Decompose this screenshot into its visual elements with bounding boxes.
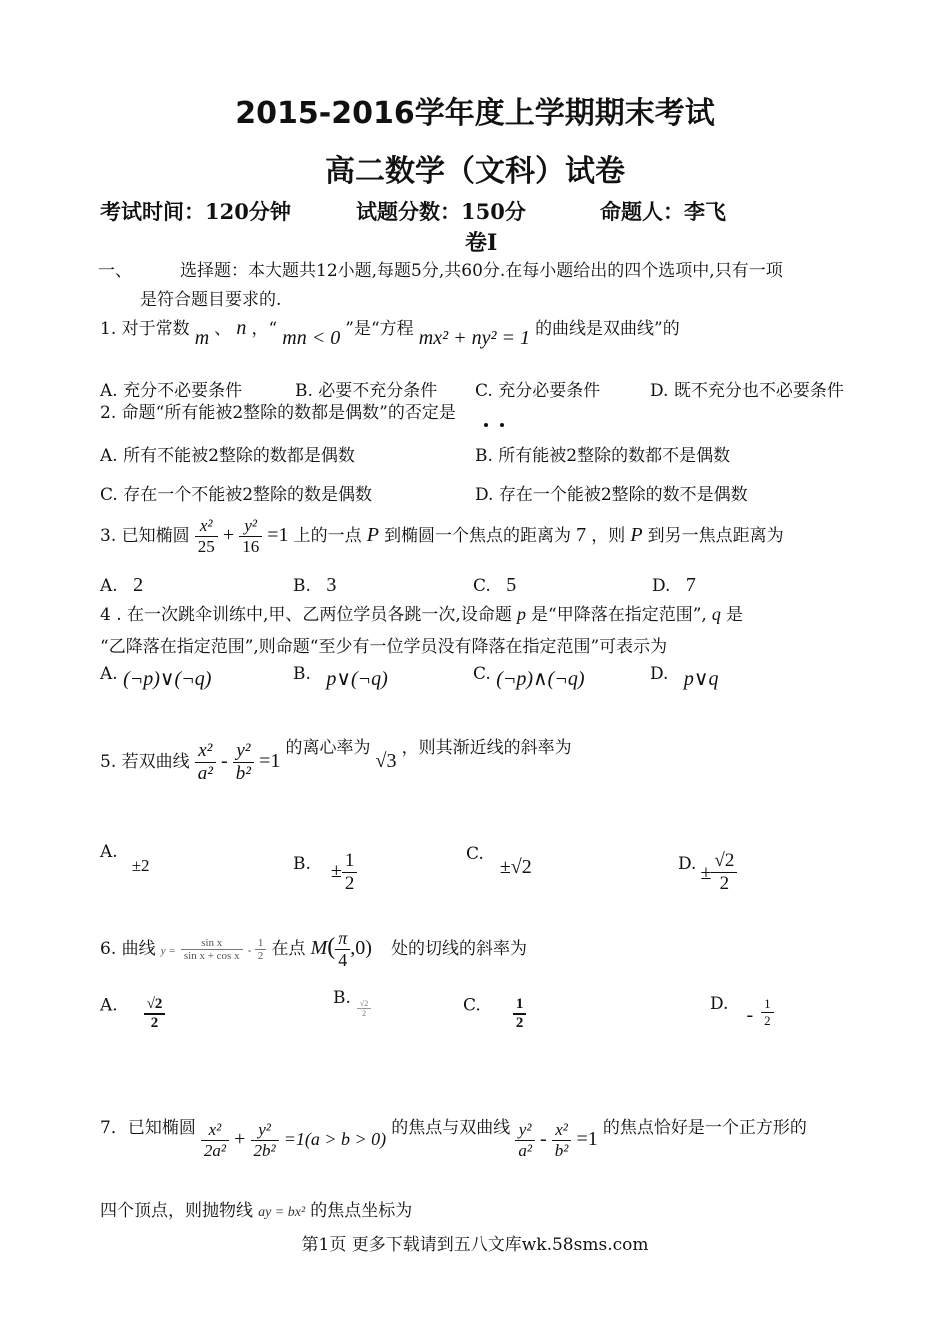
q6-option-b[interactable] [333, 988, 371, 1018]
q3-label-a: A. [100, 576, 118, 596]
q6-a-num: √2 [144, 996, 166, 1015]
q3-eq: =1 [267, 524, 289, 546]
q7-prefix: 7．已知椭圆 [100, 1118, 196, 1138]
q7-e2-num: y² [251, 1120, 279, 1141]
q4-var-p: p [516, 604, 526, 624]
q4-value-d: p∨q [683, 668, 719, 690]
q4-prefix: 4 . 在一次跳伞训练中,甲、乙两位学员各跳一次,设命题 [100, 605, 512, 625]
q7-e1-den: 2a² [203, 1141, 227, 1160]
q5-f1-den: a² [197, 763, 213, 784]
q1-mid: ”是“方程 [345, 319, 414, 339]
q4-suffix: 是 [726, 605, 744, 625]
q3-value-d: 7 [685, 574, 696, 596]
q3-mid3: ，则 [591, 526, 626, 546]
q4-value-c: (¬p)∧(¬q) [496, 668, 585, 690]
q3-option-d[interactable] [652, 574, 696, 597]
q4-label-a: A. [100, 664, 118, 684]
q3-mid: 上的一点 [293, 526, 362, 546]
q1-option-a[interactable]: A. 充分不必要条件 [100, 381, 243, 401]
q6-value-d-sign: - [746, 1004, 754, 1026]
q4-label-b: B. [293, 664, 311, 684]
q6-suffix: 处的切线的斜率为 [391, 939, 528, 959]
q3-fy-num: y² [239, 516, 262, 537]
q6-pt-tail: ,0) [350, 937, 372, 959]
q6-y-eq: y = [160, 945, 176, 957]
q5-f2-num: y² [233, 740, 254, 763]
q4-value-a: (¬p)∨(¬q) [123, 668, 212, 690]
q6-value-b [357, 999, 371, 1018]
q7-condition: =1(a > b > 0) [283, 1129, 387, 1149]
q7-h2-num: x² [552, 1120, 572, 1141]
q1-equation: mx² + ny² = 1 [418, 327, 530, 349]
q3-plus: + [222, 524, 235, 546]
q5-mid: 的离心率为 [285, 738, 371, 758]
q7-e1-num: x² [201, 1120, 229, 1141]
q5-label-d: D. [678, 854, 697, 874]
q4-option-a[interactable] [100, 666, 211, 691]
q5-label-a: A. [100, 842, 118, 862]
q3-option-c[interactable] [473, 574, 516, 597]
q3-fx-num: x² [195, 516, 218, 537]
emphasis-dot [500, 423, 504, 427]
q5-value-c: ±√2 [499, 856, 532, 878]
q4-label-c: C. [473, 664, 491, 684]
q3-label-c: C. [473, 576, 491, 596]
q6-label-c: C. [463, 995, 481, 1016]
q5-label-b: B. [293, 854, 311, 874]
q4-mid: 是“甲降落在指定范围”, [531, 605, 707, 625]
q3-suffix: 到另一焦点距离为 [647, 526, 784, 546]
q1-quote: ，“ [251, 319, 278, 339]
question-7 [100, 1120, 807, 1161]
q5-f1-num: x² [195, 740, 216, 763]
q7-suffix: 的焦点恰好是一个正方形的 [602, 1118, 807, 1138]
q4-option-c[interactable] [473, 666, 585, 691]
q6-pi-fraction [335, 928, 350, 971]
q2-option-c[interactable]: C. 存在一个不能被2整除的数是偶数 [100, 485, 373, 505]
q7-mid: 的焦点与双曲线 [391, 1118, 511, 1138]
q5-value-b [342, 850, 358, 895]
q4-value-b: p∨(¬q) [326, 668, 388, 690]
q3-prefix: 3. 已知椭圆 [100, 526, 190, 546]
question-5 [100, 740, 572, 785]
q5-prefix: 5. 若双曲线 [100, 752, 190, 772]
q6-label-b: B. [333, 988, 351, 1008]
q6-f-den: sin x + cos x [183, 950, 240, 962]
q7-h1-num: y² [515, 1120, 535, 1141]
q6-f-num: sin x [181, 937, 243, 950]
q4-label-d: D. [650, 664, 669, 684]
q7-e2-den: 2b² [253, 1141, 276, 1160]
exam-author: 命题人：李飞 [600, 199, 726, 224]
q3-point-2: P [630, 524, 643, 546]
q4-var-q: q [711, 604, 721, 624]
question-3 [100, 516, 784, 557]
q5-minus: - [221, 750, 228, 772]
q5-label-c: C. [466, 844, 484, 864]
q7-h1-den: a² [518, 1141, 532, 1160]
q6-pt-den: 4 [338, 950, 348, 970]
q7-hyperbola-x [552, 1120, 572, 1161]
q3-value-a: 2 [133, 574, 144, 596]
q5-b-num: 1 [342, 850, 358, 873]
q7-parabola: ay = bx² [258, 1205, 306, 1220]
question-4 [100, 600, 743, 625]
q5-value-b-sign: ± [330, 860, 342, 882]
q5-suffix: ，则其渐近线的斜率为 [401, 738, 572, 758]
q6-label-a: A. [100, 995, 118, 1016]
q5-option-a[interactable] [100, 842, 150, 875]
q6-paren: ( [327, 934, 336, 960]
q7-plus: + [234, 1128, 246, 1150]
q4-line2: “乙降落在指定范围”,则命题“至少有一位学员没有降落在指定范围”可表示为 [100, 637, 668, 657]
question-1 [100, 314, 680, 354]
q2-option-a[interactable]: A. 所有不能被2整除的数都是偶数 [100, 446, 355, 466]
q6-value-c [513, 996, 527, 1032]
q7-minus: - [540, 1128, 547, 1150]
volume-label: 卷Ⅰ [465, 230, 498, 256]
paper-subtitle: 高二数学（文科）试卷 [325, 154, 625, 189]
q3-label-b: B. [293, 576, 311, 596]
q5-option-c[interactable] [466, 842, 532, 878]
q7-ellipse-x [201, 1120, 229, 1161]
q6-minus: - [247, 944, 255, 957]
q2-option-b[interactable]: B. 所有能被2整除的数都不是偶数 [475, 446, 731, 466]
section-instruction-cont: 是符合题目要求的. [140, 290, 282, 310]
q5-value-d [711, 850, 737, 895]
q1-option-c[interactable]: C. 充分必要条件 [475, 381, 601, 401]
q5-eccentricity: √3 [375, 750, 397, 772]
q5-value-d-sign: ± [700, 862, 712, 884]
q6-c-num: 1 [513, 996, 527, 1015]
q1-var-m: m [194, 327, 210, 349]
q4-option-b[interactable] [293, 666, 388, 691]
q6-c-den: 2 [515, 1015, 524, 1031]
q1-suffix: 的曲线是双曲线”的 [535, 319, 680, 339]
q6-prefix: 6. 曲线 [100, 939, 156, 959]
section-instruction: 选择题：本大题共12小题,每题5分,共60分.在每小题给出的四个选项中,只有一项 [180, 261, 783, 281]
q6-option-a[interactable] [100, 988, 165, 1031]
q6-h-num: 1 [255, 937, 267, 950]
q5-fraction-x [195, 740, 216, 785]
q5-option-b[interactable] [293, 842, 357, 894]
q4-option-d[interactable] [650, 666, 718, 691]
q5-eq: =1 [259, 750, 281, 772]
q1-prefix: 1. 对于常数 [100, 319, 190, 339]
q6-b-num: √2 [357, 999, 371, 1009]
q3-point: P [366, 524, 379, 546]
q1-option-d[interactable]: D. 既不充分也不必要条件 [650, 381, 844, 401]
q6-a-den: 2 [150, 1015, 159, 1031]
q7-line2-prefix: 四个顶点，则抛物线 [100, 1201, 253, 1221]
q3-value-c: 5 [506, 574, 517, 596]
q6-fraction-half [255, 937, 267, 962]
q2-stem: 2. 命题“所有能被2整除的数都是偶数”的否定是 [100, 403, 456, 423]
q7-hyperbola-y [515, 1120, 535, 1161]
q6-fraction-main [181, 937, 243, 962]
q6-h-den: 2 [257, 950, 264, 962]
q3-fraction-x [195, 516, 218, 557]
q5-f2-den: b² [235, 763, 251, 784]
q3-distance: 7 [576, 524, 587, 546]
q1-condition: mn < 0 [282, 327, 341, 349]
q6-label-d: D. [710, 994, 729, 1014]
q1-option-b[interactable]: B. 必要不充分条件 [295, 381, 438, 401]
q3-fy-den: 16 [242, 537, 260, 556]
question-6 [100, 928, 527, 971]
q5-d-num: √2 [711, 850, 737, 873]
q3-option-a[interactable] [100, 574, 143, 597]
q7-ellipse-y [251, 1120, 279, 1161]
q6-option-c[interactable] [463, 988, 526, 1031]
q6-point-m: M [310, 937, 328, 959]
q2-option-d[interactable]: D. 存在一个能被2整除的数不是偶数 [475, 485, 748, 505]
q6-d-den: 2 [764, 1013, 771, 1028]
q5-option-d[interactable] [678, 842, 737, 894]
q3-label-d: D. [652, 576, 671, 596]
q5-b-den: 2 [344, 873, 355, 894]
q1-sep: 、 [214, 319, 232, 339]
q5-fraction-y [233, 740, 254, 785]
q7-h2-den: b² [554, 1141, 569, 1160]
q6-option-d[interactable] [710, 988, 774, 1028]
page-footer: 第1页 更多下载请到五八文库wk.58sms.com [301, 1235, 649, 1255]
exam-title: 2015-2016学年度上学期期末考试 [235, 96, 715, 131]
q3-fraction-y [239, 516, 262, 557]
exam-time: 考试时间：120分钟 [100, 199, 291, 224]
q6-d-num: 1 [761, 996, 774, 1013]
q6-value-d [761, 996, 774, 1029]
q6-mid: 在点 [271, 939, 306, 959]
q5-value-a: ±2 [131, 856, 150, 875]
q3-mid2: 到椭圆一个焦点的距离为 [384, 526, 572, 546]
q5-d-den: 2 [719, 873, 730, 894]
section-number: 一、 [98, 261, 132, 281]
q1-var-n: n [236, 317, 247, 339]
q6-pt-num: π [335, 928, 350, 950]
q3-option-b[interactable] [293, 574, 336, 597]
q7-eq: =1 [576, 1128, 598, 1150]
q6-value-a [144, 996, 166, 1032]
q6-b-den: 2 [362, 1009, 367, 1018]
q7-line2-suffix: 的焦点坐标为 [310, 1201, 413, 1221]
q7-line2 [100, 1196, 412, 1221]
q3-fx-den: 25 [197, 537, 215, 556]
q3-value-b: 3 [326, 574, 337, 596]
emphasis-dot [484, 423, 488, 427]
exam-score: 试题分数：150分 [356, 199, 526, 224]
